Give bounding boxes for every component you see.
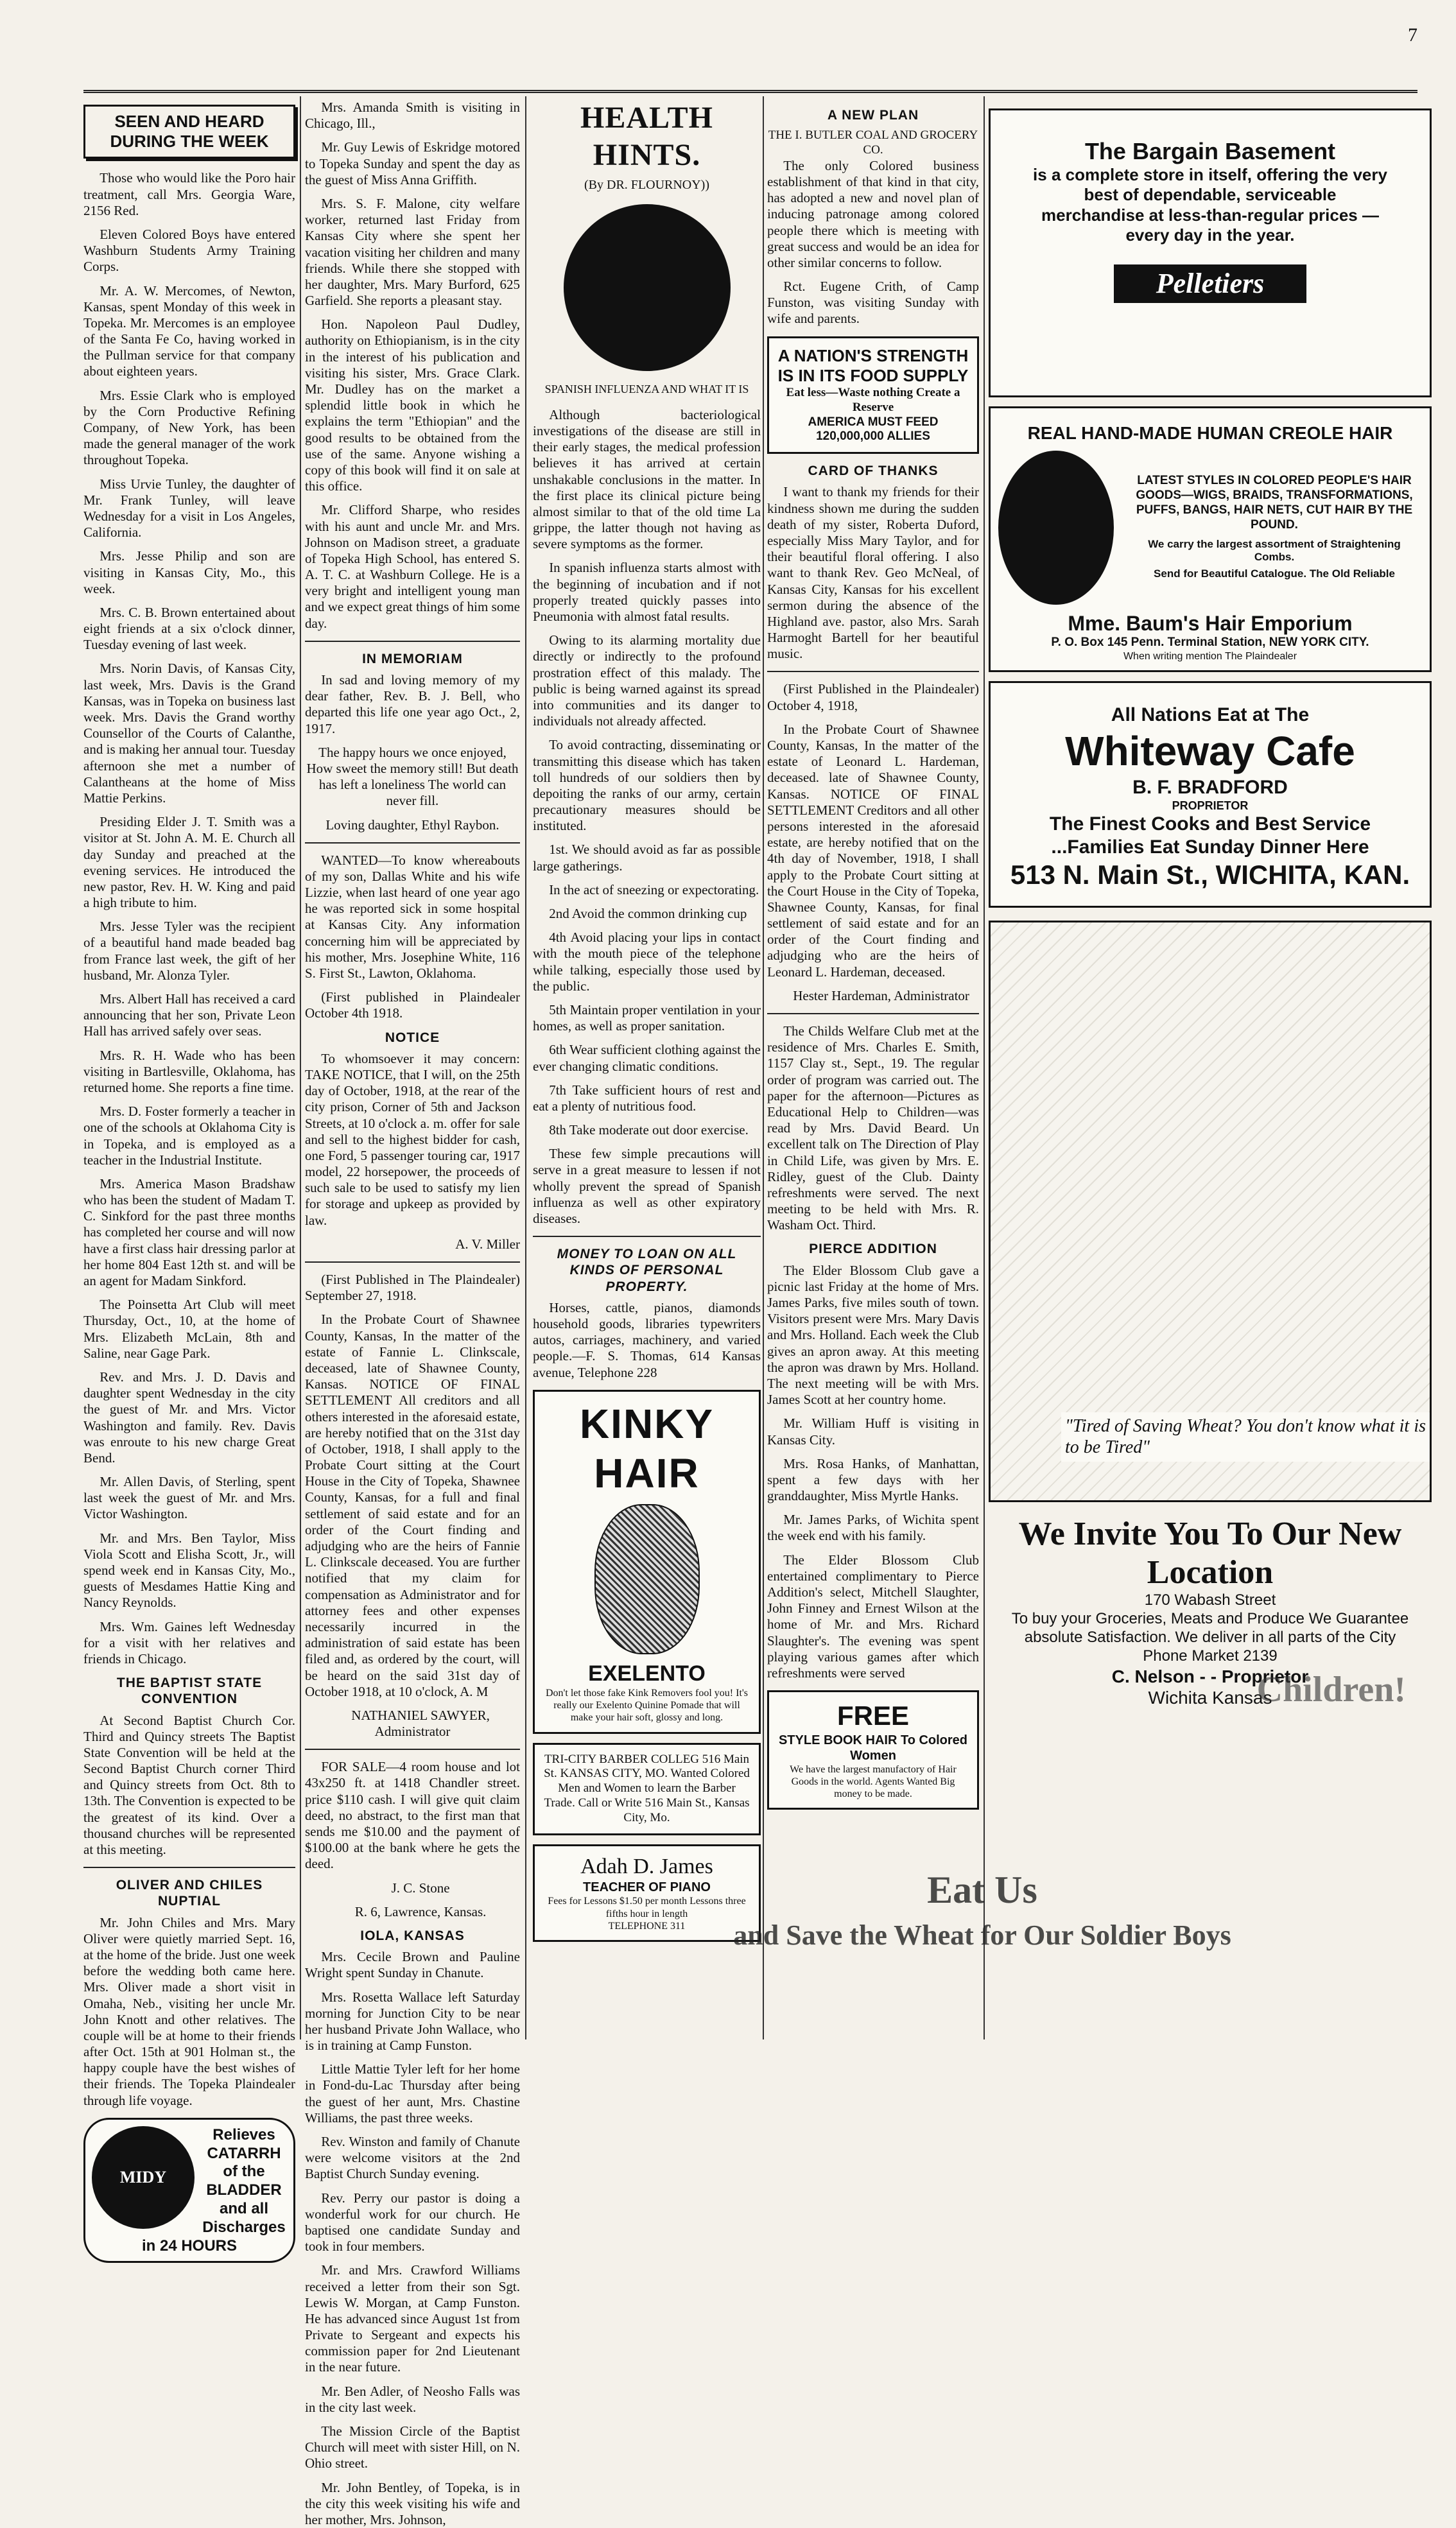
news-item: Mrs. Jesse Tyler was the recipient of a beautiful hand made beaded bag from France last week, the gift of her husband, Mr. Alonza Tyler. [83, 919, 295, 983]
whiteway-line-2: ...Families Eat Sunday Dinner Here [1051, 836, 1369, 858]
free-text: We have the largest manufactory of Hair Goods in the world. Agents Wanted Big money to be made. [790, 1763, 957, 1799]
whiteway-cafe-ad [989, 681, 1432, 908]
barber-text: TRI-CITY BARBER COLLEG 516 Main St. KANSAS CITY, MO. Wanted Colored Men and Women to learn the Barber Trade. Call or Write 516 Main St., Kansas City, Mo. [544, 1752, 750, 1824]
kinky-hair-text: Don't let those fake Kink Removers fool you! It's really our Exelento Quinine Pomade that will make your hair soft, glossy and long. [545, 1688, 749, 1724]
loan-text: Horses, cattle, pianos, diamonds household goods, libraries typewriters autos, carriages, machinery, and varied people.—F. S. Thomas, 614 Kansas avenue, Telephone 228 [533, 1299, 761, 1380]
divider [305, 641, 520, 642]
pierce-item: Mr. James Parks, of Wichita spent the week end with his family. [767, 1512, 979, 1544]
wheat-illustration [989, 921, 1432, 1502]
column-advertisements [989, 100, 1432, 2039]
invite-title: We Invite You To Our New Location [1018, 1515, 1402, 1591]
childs-welfare-text: The Childs Welfare Club met at the residence of Mrs. Charles E. Smith, 1157 Clay st., Sept., 19. The regular order of program was carried out. The paper for the afternoon—Pictures as Educational Help to Children—was read by Mrs. David Beard. Un excellent talk on The Direction of Play in Child Life, was given by Mrs. E. Ridley, guest of the Club. Dainty refreshments were served. The next meeting to be held with Mrs. R. Washam Oct. Third. [767, 1023, 979, 1233]
probate-publication: (First Published in The Plaindealer) September 27, 1918. [305, 1272, 520, 1304]
seen-heard-items [83, 170, 295, 1667]
notice-text: To whomsoever it may concern: TAKE NOTICE, that I will, on the 25th day of October, 1918, at the rear of the city prison, Corner of 5th and Jackson Streets, at 10 o'clock a. m. offer for sale and sell to the highest bidder for cash, one Ford, 5 passenger touring car, 1917 model, 22 horsepower, the proceeds of such sale to be used to satisfy my lien for storage and upkeep as provided by law. [305, 1050, 520, 1228]
food-supply-ad [767, 336, 979, 455]
iola-item: Rev. Perry our pastor is doing a wonderful work for our church. He baptised one candidate Sunday and took in four members. [305, 2190, 520, 2255]
for-sale-signature: J. C. Stone [391, 1880, 450, 1896]
news-item: Mrs. Albert Hall has received a card announcing that her son, Private Leon Hall has arrived safely over seas. [83, 991, 295, 1039]
hardeman-signature: Hester Hardeman, Administrator [793, 987, 969, 1003]
divider [305, 842, 520, 844]
notice-heading: NOTICE [385, 1030, 440, 1045]
health-paragraph: 8th Take moderate out door exercise. [549, 1122, 749, 1138]
memoriam-text: In sad and loving memory of my dear father, Rev. B. J. Bell, who departed this life one year ago Oct., 2, 1917. [305, 672, 520, 736]
invite-phone: Phone Market 2139 [1143, 1647, 1278, 1665]
piano-fees: Fees for Lessons $1.50 per month Lessons three fifths hour in length [548, 1896, 746, 1919]
news-item: Mrs. America Mason Bradshaw who has been the student of Madam T. C. Sinkford for the past three months has completed her course and will now have a first class hair dressing parlor at her home 804 East 12th st. and will be an agent for Madam Sinkford. [83, 1175, 295, 1288]
exelento-brand: EXELENTO [588, 1661, 706, 1686]
health-paragraph: To avoid contracting, disseminating or transmitting this disease which has taken toll hundreds of our soldiers then by depoiting the ranks of our army, certain precautionary measures should be instituted. [533, 737, 761, 834]
whiteway-address: 513 N. Main St., WICHITA, KAN. [1010, 860, 1410, 890]
iola-item: Mrs. Rosetta Wallace left Saturday morning for Junction City to be near her husband Private John Wallace, who is in training at Camp Funston. [305, 1989, 520, 2054]
creole-title: REAL HAND-MADE HUMAN CREOLE HAIR [1027, 423, 1393, 443]
creole-text-2: We carry the largest assortment of Straightening Combs. [1148, 537, 1401, 563]
divider [767, 671, 979, 672]
pelletiers-logo: Pelletiers [1114, 264, 1306, 303]
for-sale-notice: FOR SALE—4 room house and lot 43x250 ft. at 1418 Chandler street. price $110 cash. I will give quit claim deed, no abstract, to the first man that sends me $10.00 and the payment of $100.00 at the bank where he gets the deed. [305, 1759, 520, 1872]
pierce-item: Mr. William Huff is visiting in Kansas City. [767, 1416, 979, 1448]
nuptial-heading: OLIVER AND CHILES NUPTIAL [116, 1878, 263, 1909]
invite-address: 170 Wabash Street [1144, 1591, 1276, 1609]
column-health-hints [533, 100, 761, 2039]
news-item: Eleven Colored Boys have entered Washburn Students Army Training Corps. [83, 226, 295, 275]
piano-teacher-title: TEACHER OF PIANO [583, 1880, 711, 1895]
news-item: Mrs. Wm. Gaines left Wednesday for a visit with her relatives and friends in Chicago. [83, 1618, 295, 1667]
probate-text: In the Probate Court of Shawnee County, Kansas, In the matter of the estate of Fannie L. Clinkscale, deceased, late of Shawnee County, Kansas. NOTICE OF FINAL SETTLEMENT All creditors and all others interested in the aforesaid estate, are hereby notified that on the 31st day of October, 1918, I shall apply to the Probate Court sitting at the Court House in the City of Topeka, Shawnee County, Kansas, for a full and final settlement of said estate and for an order of the Court finding and adjudging who are the heirs of Fannie L. Clinkscale deceased. You are further notified that my claim for compensation as Administrator and for attorney fees and other expenses necessarily incurred in the administration of said estate has been filed and, as ordered by the court, will be heard on the said 31st day of October 1918, at 10 o'clock, A. M [305, 1312, 520, 1699]
news-item: Rev. and Mrs. J. D. Davis and daughter spent Wednesday in the city the guest of Mr. and Mrs. Victor Washington and family. Rev. Davis was enroute to his new charge Great Bend. [83, 1369, 295, 1466]
notice-signature: A. V. Miller [455, 1236, 520, 1252]
column-seen-and-heard [83, 100, 295, 2255]
pierce-item: Mrs. Rosa Hanks, of Manhattan, spent a few days with her granddaughter, Miss Myrtle Hanks. [767, 1455, 979, 1504]
news-item: Mrs. Amanda Smith is visiting in Chicago, Ill., [305, 100, 520, 132]
new-plan-subhead: THE I. BUTLER COAL AND GROCERY CO. [768, 128, 978, 157]
iola-heading: IOLA, KANSAS [360, 1928, 465, 1943]
piano-telephone: TELEPHONE 311 [608, 1920, 686, 1932]
pierce-item: The Elder Blossom Club gave a picnic last Friday at the home of Mrs. James Parks, five miles south of town. Visitors present were Mrs. Mary Davis and Mrs. Holland. Each week the Club gives an apron away. At this meeting the apron was drawn by Mrs. Holland. The next meeting will be with Mrs. James Scott at her country home. [767, 1262, 979, 1408]
iola-item: Mr. and Mrs. Crawford Williams received a letter from their son Sgt. Lewis W. Morgan, at Camp Funston. He has advanced since August 1st from Private to Sergeant and expects his commission paper for 2nd Lieutenant in the near future. [305, 2262, 520, 2375]
column-rule [525, 96, 526, 2039]
free-subtitle: STYLE BOOK HAIR To Colored Women [778, 1733, 968, 1763]
page-number: 7 [1408, 24, 1417, 46]
thanks-text: I want to thank my friends for their kindness shown me during the sudden death of my sister, Roberta Duford, especially Miss Mary Taylor, and for their beautiful floral offering. I also want to thank Rev. Geo McNeal, of Kansas City, Kansas for his excellent sermon during the absence of the Highland ave. pastor, also Mrs. Sarah Harmoght Bartell for her beautiful music. [767, 484, 979, 662]
children-heading: Children! [1256, 1670, 1406, 1710]
food-supply-bottom: AMERICA MUST FEED 120,000,000 ALLIES [808, 415, 939, 444]
health-paragraph: 1st. We should avoid as far as possible large gatherings. [533, 842, 761, 874]
free-title: FREE [836, 1701, 909, 1731]
health-paragraph: In the act of sneezing or expectorating. [549, 881, 759, 897]
baum-note: When writing mention The Plaindealer [1123, 650, 1297, 662]
column-rule [763, 96, 764, 2039]
food-supply-title: A NATION'S STRENGTH IS IN ITS FOOD SUPPLY [777, 345, 969, 385]
notice-publication: (First published in Plaindealer October 4th 1918. [305, 989, 520, 1021]
health-hints-title: HEALTH HINTS. [580, 101, 713, 172]
iola-item: Mr. John Bentley, of Topeka, is in the city this week visiting his wife and her mother, Mrs. Johnson, [305, 2479, 520, 2527]
news-item: Miss Urvie Tunley, the daughter of Mr. Frank Tunley, will leave Wednesday for a visit in Los Angeles, California. [83, 476, 295, 541]
eat-us-line-1: Eat Us [927, 1869, 1037, 1911]
creole-row [998, 451, 1422, 605]
news-item: Mrs. Jesse Philip and son are visiting in Kansas City, Mo., this week. [83, 548, 295, 596]
probate-signature: NATHANIEL SAWYER, Administrator [351, 1707, 490, 1740]
whiteway-owner: B. F. BRADFORD [1132, 776, 1288, 798]
health-paragraph: 2nd Avoid the common drinking cup [549, 906, 747, 922]
news-item: Mr. A. W. Mercomes, of Newton, Kansas, spent Monday of this week in Topeka. Mr. Mercomes is an employee of the Santa Fe Co, having worked in the Pullman service for that company about eighteen years. [83, 282, 295, 379]
catarrh-title: Relieves CATARRH of the BLADDER and all Discharges in 24 HOURS [141, 2125, 286, 2255]
divider [533, 1236, 761, 1237]
eat-us-line-2: and Save the Wheat for Our Soldier Boys [733, 1919, 1231, 1951]
thanks-heading: CARD OF THANKS [808, 463, 939, 479]
for-sale-address: R. 6, Lawrence, Kansas. [354, 1903, 487, 1919]
whiteway-name: Whiteway Cafe [1065, 727, 1355, 774]
baptist-text: At Second Baptist Church Cor. Third and Quincy streets The Baptist State Convention will be held at the Second Baptist Church corner Third and Quincy streets from Oct. 8th to 13th. The Convention is expected to be the greatest of its kind. Over a thousand churches will be represented at this meeting. [83, 1712, 295, 1857]
news-item: Those who would like the Poro hair treatment, call Mrs. Georgia Ware, 2156 Red. [83, 170, 295, 218]
health-paragraph: 7th Take sufficient hours of rest and eat a plenty of nutritious food. [533, 1082, 761, 1114]
health-byline: (By DR. FLOURNOY)) [584, 178, 709, 193]
new-plan-text: The only Colored business establishment of that kind in that city, has adopted a new and novel plan of inducing patronage among colored people there which is meeting with great success and would be an idea for other similar concerns to follow. [767, 157, 979, 270]
crith-note: Rct. Eugene Crith, of Camp Funston, was visiting Sunday with wife and parents. [767, 279, 979, 327]
creole-hair-ad [989, 406, 1432, 672]
column-rule [984, 96, 985, 2039]
memoriam-signature: Loving daughter, Ethyl Raybon. [325, 817, 499, 833]
news-items [305, 100, 520, 632]
iola-item: The Mission Circle of the Baptist Church will meet with sister Hill, on N. Ohio street. [305, 2423, 520, 2472]
health-paragraph: 6th Wear sufficient clothing against the ever changing climatic conditions. [533, 1042, 761, 1074]
health-paragraph: These few simple precautions will serve in a great measure to lessen if not wholly prevent the spread of Spanish influenza as well as other expiratory diseases. [533, 1146, 761, 1227]
hardeman-text: In the Probate Court of Shawnee County, Kansas, In the matter of the estate of Leonard L. Hardeman, deceased. late of Shawnee County, Kansas. NOTICE OF FINAL SETTLEMENT Creditors and all other persons interested in the aforesaid estate, are hereby notified that on the 4th day of November, 1918, I shall apply to the Probate Court sitting at the Court House in the City of Topeka, Shawnee County, Kansas, for final settlement of said estate and for an order of the Court finding and adjudging who are the heirs of Leonard L. Hardeman, deceased. [767, 721, 979, 980]
new-plan-heading: A NEW PLAN [827, 108, 919, 123]
invite-city: Wichita Kansas [1148, 1688, 1272, 1708]
health-paragraph: Owing to its alarming mortality due directly or indirectly to the profound prostration effect of this malady. The public is being warned against its spread into communities and its danger to individuals not already affected. [533, 632, 761, 729]
food-supply-slogan: Eat less—Waste nothing Create a Reserve [786, 386, 960, 414]
news-item: Presiding Elder J. T. Smith was a visitor at St. John A. M. E. Church all day Sunday and preached at the evening services. He introduced the new pastor, Rev. H. W. King and paid a high tribute to him. [83, 814, 295, 911]
news-item: Mr. and Mrs. Ben Taylor, Miss Viola Scott and Elisha Scott, Jr., will spend week end in Kansas City, Mo., guests of Mesdames Hattie King and Nancy Reynolds. [83, 1530, 295, 1611]
iola-item: Rev. Winston and family of Chanute were welcome visitors at the 2nd Baptist Church Sunday evening. [305, 2134, 520, 2182]
health-caption: SPANISH INFLUENZA AND WHAT IT IS [544, 383, 749, 396]
creole-copy [1127, 474, 1422, 580]
top-rule [83, 90, 1417, 93]
health-paragraph: In spanish influenza starts almost with the beginning of incubation and if not properly treated quickly passes into Pneumonia with almost fatal results. [533, 560, 761, 625]
iola-item: Little Mattie Tyler left for her home in Fond-du-Lac Thursday after being the guest of her aunt, Mrs. Chastine Williams, the past three weeks. [305, 2061, 520, 2125]
divider [305, 1261, 520, 1263]
memoriam-heading: IN MEMORIAM [362, 651, 463, 666]
divider [305, 1749, 520, 1750]
hardeman-publication: (First Published in the Plaindealer) October 4, 1918, [767, 681, 979, 713]
news-item: Mrs. D. Foster formerly a teacher in one of the schools at Oklahoma City is in Topeka, and is employed as a teacher in the Industrial Institute. [83, 1104, 295, 1168]
news-item: The Poinsetta Art Club will meet Thursday, Oct., 10, at the home of Mrs. Elizabeth McLain, 8th and Saline, near Gage Park. [83, 1297, 295, 1361]
iola-item: Mrs. Cecile Brown and Pauline Wright spent Sunday in Chanute. [305, 1949, 520, 1981]
bargain-title: The Bargain Basement [1084, 138, 1336, 164]
whiteway-tagline: All Nations Eat at The [1111, 704, 1310, 725]
bargain-text: is a complete store in itself, offering the very best of dependable, serviceable merchandise at less-than-regular prices —every day in the year. [1033, 165, 1387, 245]
health-paragraph: 4th Avoid placing your lips in contact with the mouth piece of the telephone while talking, especially those used by the public. [533, 930, 761, 994]
creole-text-3: Send for Beautiful Catalogue. The Old Reliable [1154, 567, 1395, 580]
news-item: Mrs. C. B. Brown entertained about eight friends at a six o'clock dinner, Tuesday evening of last week. [83, 604, 295, 653]
iola-items [305, 1949, 520, 2528]
baptist-heading: THE BAPTIST STATE CONVENTION [116, 1675, 263, 1707]
health-paragraph: 5th Maintain proper ventilation in your homes, as well as proper sanitation. [533, 1001, 761, 1034]
news-item: Mrs. Norin Davis, of Kansas City, last week, Mrs. Davis is the Grand Kansas, was in Topeka on business last week. Mrs. Davis the Grand worthy Counsellor of the Courts of Calanthe, and is making her annual tour. Tuesday afternoon she met a number of Calantheans at the home of Miss Mattie Perkins. [83, 661, 295, 806]
loan-heading: MONEY TO LOAN ON ALL KINDS OF PERSONAL PROPERTY. [557, 1247, 737, 1294]
memoriam-poem: The happy hours we once enjoyed, How sweet the memory still! But death has left a loneliness The world can never fill. [306, 744, 519, 809]
wanted-notice: WANTED—To know whereabouts of my son, Dallas White and his wife Lizzie, when last heard of one year ago he was reported sick in some hospital at Kansas City. Any information concerning him will be appreciated by his mother, Mrs. Josephine White, 116 S. First St., Lawton, Oklahoma. [305, 852, 520, 981]
column-notices [767, 100, 979, 2039]
news-item: Mrs. R. H. Wade who has been visiting in Bartlesville, Oklahoma, has returned home. She reports a fine time. [83, 1047, 295, 1095]
kinky-hair-portrait [594, 1504, 700, 1654]
pierce-item: The Elder Blossom Club entertained complimentary to Pierce Addition's select, Mitchell Slaughter, John Finney and Ernest Wilson at the home of Mr. and Mrs. Richard Slaughter's. The evening was spent playing various games after which refreshments were served [767, 1552, 979, 1681]
midy-seal: MIDY [92, 2126, 195, 2229]
bargain-basement-ad [989, 108, 1432, 397]
baum-address: P. O. Box 145 Penn. Terminal Station, NEW YORK CITY. [1051, 635, 1369, 649]
column-news [305, 100, 520, 2527]
creole-portrait [998, 451, 1114, 605]
invite-owner: C. Nelson - - Proprietor [1111, 1666, 1309, 1686]
news-item: Mrs. S. F. Malone, city welfare worker, returned last Friday from Kansas City where she spent her vacation visiting her children and many friends. While there she stopped with her daughter, Mrs. Mary Burford, 625 Garfield. She reports a pleasant stay. [305, 195, 520, 309]
news-item: Mr. Clifford Sharpe, who resides with his aunt and uncle Mr. and Mrs. Johnson on Madison street, a graduate of Topeka High School, has entered S. A. T. C. at Washburn College. He is a very bright and intelligent young man and we expect great things of him some day. [305, 502, 520, 631]
whiteway-line-1: The Finest Cooks and Best Service [1049, 813, 1371, 835]
iola-item: Mr. Ben Adler, of Neosho Falls was in the city last week. [305, 2383, 520, 2415]
whiteway-role: PROPRIETOR [1172, 799, 1249, 812]
creole-text: LATEST STYLES IN COLORED PEOPLE'S HAIR GOODS—WIGS, BRAIDS, TRANSFORMATIONS, PUFFS, BANGS, HAIR NETS, CUT HAIR BY THE POUND. [1136, 474, 1413, 532]
catarrh-ad [83, 2118, 295, 2263]
seen-heard-header: SEEN AND HEARD DURING THE WEEK [83, 105, 295, 159]
kinky-hair-title: KINKY HAIR [579, 1400, 715, 1496]
health-paragraphs [533, 407, 761, 1227]
news-item: Mr. Allen Davis, of Sterling, spent last week the guest of Mr. and Mrs. Victor Washington. [83, 1474, 295, 1522]
doctor-portrait [564, 204, 731, 371]
health-paragraph: Although bacteriological investigations of the disease are still in their early stages, the medical profession believes it has arrived at certain unshakable conclusions in the matter. In the first place its clinical picture being almost similar to that of the old time La grippe, the latter though not having as severe symptoms as the former. [533, 406, 761, 552]
news-item: Mr. Guy Lewis of Eskridge motored to Topeka Sunday and spent the day as the guest of Miss Anna Griffith. [305, 139, 520, 187]
kinky-hair-ad [533, 1390, 761, 1734]
nuptial-text: Mr. John Chiles and Mrs. Mary Oliver were quietly married Sept. 16, at the home of the bride. Just one week before the wedding both came here. Mrs. Oliver made a short visit in Omaha, Neb., visiting her uncle Mr. John Knott and other relatives. The couple will be at home to their friends after Oct. 15th at 901 Holman st., the happy couple have the best wishes of their friends. The Topeka Plaindealer through life voyage. [83, 1914, 295, 2108]
divider [83, 1867, 295, 1868]
news-item: Hon. Napoleon Paul Dudley, authority on Ethiopianism, is in the city in the interest of his publication and visiting his sister, Mrs. Grace Clark. Mr. Dudley has on the market a splendid little book in which he explains the term "Ethiopian" and the good results to be obtained from the use of the same. Anyone wishing a copy of this book will find it on sale at this office. [305, 316, 520, 494]
baum-name: Mme. Baum's Hair Emporium [1068, 611, 1353, 635]
news-item: Mrs. Essie Clark who is employed by the Corn Productive Refining Company, of New York, has been made the general manager of the work throughout Topeka. [83, 387, 295, 468]
pierce-heading: PIERCE ADDITION [809, 1242, 937, 1257]
divider [767, 1013, 979, 1014]
pierce-items [767, 1263, 979, 1682]
invite-text: To buy your Groceries, Meats and Produce We Guarantee absolute Satisfaction. We deliver in all parts of the City [1011, 1610, 1409, 1646]
column-rule [300, 96, 301, 2039]
piano-teacher-name: Adah D. James [580, 1854, 713, 1878]
illustration-caption: "Tired of Saving Wheat? You don't know what it is to be Tired" [1061, 1412, 1430, 1461]
